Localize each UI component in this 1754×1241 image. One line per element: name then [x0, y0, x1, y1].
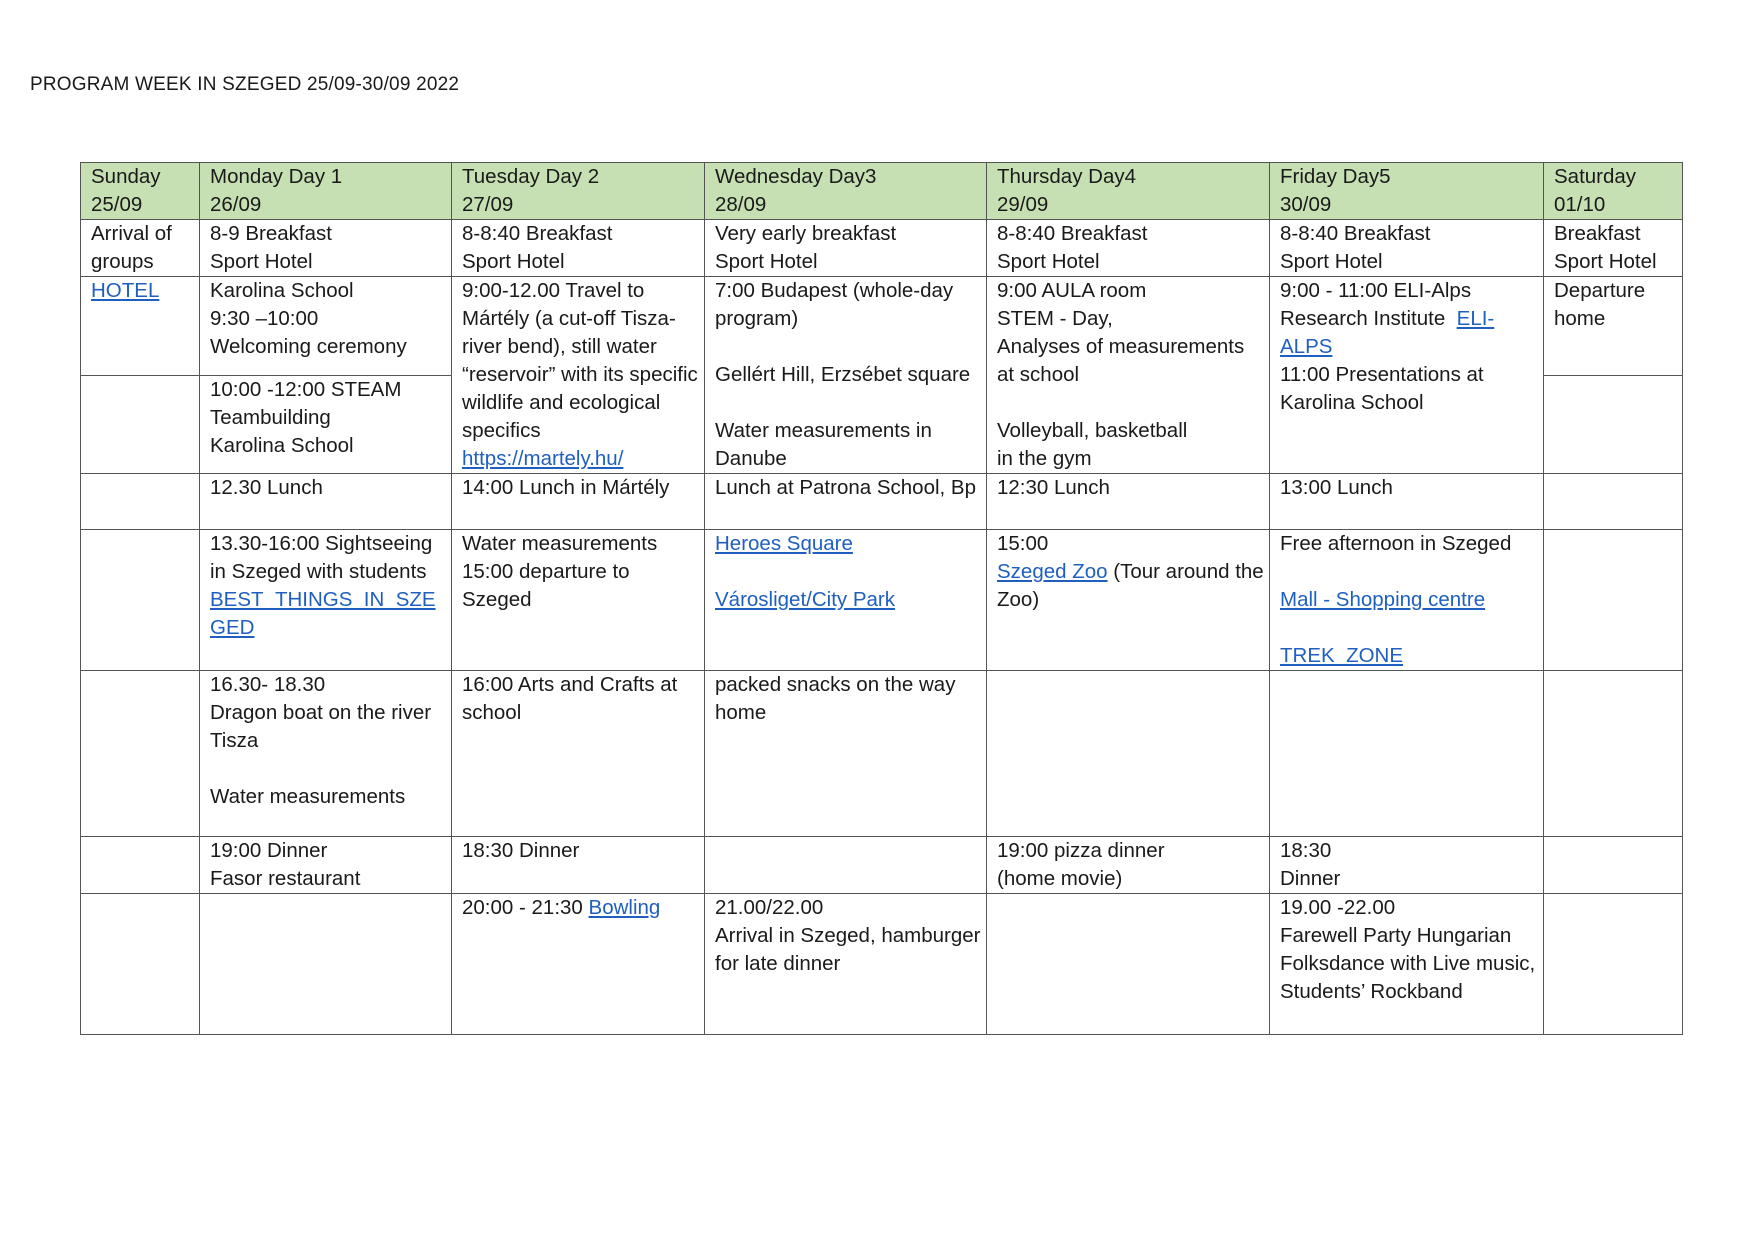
cell-tue-evening: 20:00 - 21:30 Bowling	[452, 894, 705, 1035]
trek-zone-link[interactable]: TREK_ZONE	[1280, 644, 1404, 667]
header-thursday: Thursday Day4 29/09	[987, 163, 1270, 220]
cell-wed-late: packed snacks on the way home	[705, 671, 987, 837]
heroes-square-link[interactable]: Heroes Square	[715, 532, 853, 555]
cell-wed-afternoon	[705, 530, 987, 671]
cell-thu-morning: 9:00 AULA room STEM - Day, Analyses of measurements at school Volleyball, basketball in the gym	[987, 277, 1270, 474]
cell-tue-lunch: 14:00 Lunch in Mártély	[452, 474, 705, 530]
cell-fri-breakfast: 8-8:40 Breakfast Sport Hotel	[1270, 220, 1544, 277]
mall-link[interactable]: Mall - Shopping centre	[1280, 588, 1486, 611]
cell-sat-evening	[1544, 894, 1683, 1035]
cell-wed-morning: 7:00 Budapest (whole-day program) Gellért Hill, Erzsébet square Water measurements in Danube	[705, 277, 987, 474]
cell-mon-morning: Karolina School 9:30 –10:00 Welcoming ceremony	[200, 277, 452, 376]
cell-sat-lunch	[1544, 474, 1683, 530]
cell-sat-dinner	[1544, 837, 1683, 894]
eli-alps-link[interactable]: ELI-ALPS	[1280, 307, 1495, 358]
cell-mon-afternoon: 13.30-16:00 Sightseeing in Szeged with students BEST_THINGS_IN_SZEGED	[200, 530, 452, 671]
late-afternoon-row	[81, 671, 1683, 837]
cell-wed-breakfast: Very early breakfast Sport Hotel	[705, 220, 987, 277]
cell-thu-evening	[987, 894, 1270, 1035]
cell-tue-afternoon: Water measurements 15:00 departure to Szeged	[452, 530, 705, 671]
cell-mon-late: 16.30- 18.30 Dragon boat on the river Tisza Water measurements	[200, 671, 452, 837]
cell-wed-evening: 21.00/22.00 Arrival in Szeged, hamburger for late dinner	[705, 894, 987, 1035]
cell-thu-breakfast: 8-8:40 Breakfast Sport Hotel	[987, 220, 1270, 277]
cell-sat-morning: Departure home	[1544, 277, 1683, 376]
martely-link[interactable]: https://martely.hu/	[462, 447, 624, 470]
cell-fri-afternoon: Free afternoon in Szeged Mall - Shopping centre TREK_ZONE	[1270, 530, 1544, 671]
program-table	[80, 162, 1683, 1035]
best-things-link[interactable]: BEST_THINGS_IN_SZEGED	[210, 588, 436, 639]
city-park-link[interactable]: Városliget/City Park	[715, 588, 896, 611]
cell-sun-morning	[81, 277, 200, 376]
cell-sun-lunch	[81, 474, 200, 530]
cell-wed-lunch: Lunch at Patrona School, Bp	[705, 474, 987, 530]
cell-thu-lunch: 12:30 Lunch	[987, 474, 1270, 530]
cell-sun-dinner	[81, 837, 200, 894]
cell-wed-dinner	[705, 837, 987, 894]
header-row	[81, 163, 1683, 220]
cell-tue-late: 16:00 Arts and Crafts at school	[452, 671, 705, 837]
header-monday: Monday Day 1 26/09	[200, 163, 452, 220]
cell-fri-lunch: 13:00 Lunch	[1270, 474, 1544, 530]
lunch-row	[81, 474, 1683, 530]
header-sunday: Sunday 25/09	[81, 163, 200, 220]
bowling-link[interactable]: Bowling	[588, 896, 661, 919]
breakfast-row	[81, 220, 1683, 277]
morning-row-a	[81, 277, 1683, 376]
cell-sat-morning2	[1544, 375, 1683, 474]
cell-fri-dinner: 18:30 Dinner	[1270, 837, 1544, 894]
cell-mon-dinner: 19:00 Dinner Fasor restaurant	[200, 837, 452, 894]
afternoon-row	[81, 530, 1683, 671]
cell-fri-late	[1270, 671, 1544, 837]
cell-fri-evening: 19.00 -22.00 Farewell Party Hungarian Folksdance with Live music, Students’ Rockband	[1270, 894, 1544, 1035]
cell-tue-morning: 9:00-12.00 Travel to Mártély (a cut-off Tisza-river bend), still water “reservoir” with its specific wildlife and ecological specifics https://martely.hu/	[452, 277, 705, 474]
cell-tue-breakfast: 8-8:40 Breakfast Sport Hotel	[452, 220, 705, 277]
cell-sun-late	[81, 671, 200, 837]
cell-fri-morning: 9:00 - 11:00 ELI-Alps Research Institute ELI-ALPS 11:00 Presentations at Karolina School	[1270, 277, 1544, 474]
cell-mon-breakfast: 8-9 Breakfast Sport Hotel	[200, 220, 452, 277]
cell-sat-breakfast: Breakfast Sport Hotel	[1544, 220, 1683, 277]
cell-sun-evening	[81, 894, 200, 1035]
header-tuesday: Tuesday Day 2 27/09	[452, 163, 705, 220]
header-saturday: Saturday 01/10	[1544, 163, 1683, 220]
page-title: PROGRAM WEEK IN SZEGED 25/09-30/09 2022	[30, 74, 460, 95]
cell-thu-late	[987, 671, 1270, 837]
cell-sun-morning2	[81, 375, 200, 474]
cell-mon-lunch: 12.30 Lunch	[200, 474, 452, 530]
cell-sun-afternoon	[81, 530, 200, 671]
cell-sun-breakfast: Arrival of groups	[81, 220, 200, 277]
header-wednesday: Wednesday Day3 28/09	[705, 163, 987, 220]
cell-thu-dinner: 19:00 pizza dinner (home movie)	[987, 837, 1270, 894]
cell-sat-late	[1544, 671, 1683, 837]
dinner-row	[81, 837, 1683, 894]
cell-tue-dinner: 18:30 Dinner	[452, 837, 705, 894]
cell-mon-evening	[200, 894, 452, 1035]
header-friday: Friday Day5 30/09	[1270, 163, 1544, 220]
cell-sat-afternoon	[1544, 530, 1683, 671]
szeged-zoo-link[interactable]: Szeged Zoo	[997, 560, 1108, 583]
cell-mon-morning2: 10:00 -12:00 STEAM Teambuilding Karolina School	[200, 375, 452, 474]
evening-row	[81, 894, 1683, 1035]
cell-thu-afternoon: 15:00 Szeged Zoo (Tour around the Zoo)	[987, 530, 1270, 671]
hotel-link[interactable]: HOTEL	[91, 279, 160, 302]
